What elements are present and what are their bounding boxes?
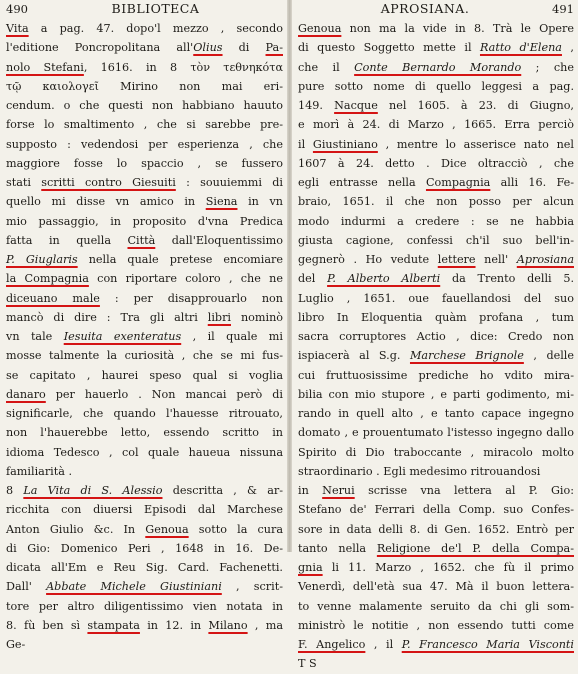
text-segment: alli 16. Fe- [490, 176, 575, 189]
text-segment: straordinario . Egli medesimo ritrouandosi [298, 464, 541, 478]
text-segment: con riportare coloro , che ne [88, 272, 283, 286]
text-segment: dicata all'Em e Reu Sig. Card. Fachenetti. [6, 561, 283, 574]
highlighted-text: Religione de'l P. della Compa- [376, 541, 574, 555]
text-segment: , ma [247, 618, 284, 632]
text-segment: di questo Soggetto mette il [298, 41, 480, 55]
text-segment: libro In Eloquentia quàm profana , tum [298, 310, 574, 324]
highlighted-text: Città [127, 233, 156, 247]
text-line [6, 212, 283, 231]
text-segment: Mirino non mai eri- [98, 79, 283, 93]
text-segment: Venerdì, dell'età sua 47. Mà il buon lettera- [298, 580, 574, 594]
left-page-header [6, 1, 283, 15]
text-segment: non ma la vide in 8. Trà le Opere [341, 22, 574, 35]
highlighted-text: diceuano male [6, 291, 100, 305]
highlighted-text: stampata [87, 618, 140, 632]
text-segment: di [222, 41, 266, 55]
text-segment: ricchita con diuersi Episodi dal Marchese [6, 503, 283, 517]
text-line [6, 135, 283, 154]
text-line [298, 289, 574, 308]
text-line [6, 366, 283, 385]
text-segment: per hauerlo . Non mancai però di [45, 387, 283, 401]
text-segment: ispiacerà al S.g. [298, 349, 410, 363]
text-line [298, 539, 574, 558]
left-page [0, 0, 287, 651]
text-segment: sacra corruptores Actio , dice: Credo non [298, 330, 574, 343]
highlighted-text: scritti contro Giesuiti [41, 176, 176, 189]
text-segment: giusta cagione, confessi ch'il suo bell'in- [298, 233, 574, 247]
text-line [298, 520, 574, 539]
highlighted-text: F. Angelico [298, 638, 366, 651]
text-segment: T S [298, 657, 317, 671]
highlighted-text: Milano [208, 618, 248, 632]
text-segment: in [298, 484, 323, 497]
text-segment: , mentre lo asserisce nato nel [377, 137, 574, 151]
text-segment: nel 1605. à 23. di Giugno, [377, 99, 574, 112]
text-line [6, 616, 283, 635]
text-line [298, 58, 574, 77]
highlighted-text: Pa- [265, 41, 283, 55]
text-line [6, 597, 283, 616]
right-page-text [298, 19, 574, 674]
text-line [298, 385, 574, 404]
text-segment: 149. [298, 99, 335, 112]
right-page [292, 0, 578, 671]
text-segment: τῷ καιολογεῖ [6, 79, 99, 93]
highlighted-text: Conte Bernardo Morando [354, 60, 522, 74]
text-line [6, 269, 283, 288]
text-segment: e morì à 24. di Marzo , 1665. Erra perciò [298, 118, 574, 132]
text-line [6, 115, 283, 134]
text-segment: che il [298, 60, 355, 74]
text-line [298, 558, 574, 577]
text-segment: tore per altro diligentissimo vien notata in [6, 599, 283, 613]
highlighted-text: nolo Stefani [6, 60, 84, 74]
text-segment: Luglio , 1651. oue fauellandosi del suo [298, 291, 574, 305]
text-segment: Ge- [6, 638, 26, 651]
text-line [6, 462, 283, 481]
highlighted-text: Marchese Brignole [409, 349, 524, 363]
text-line [298, 481, 574, 500]
text-segment: mio passaggio, in proposito d'vna Predica [6, 214, 283, 228]
text-line [298, 577, 574, 596]
text-segment: in vn [237, 195, 283, 209]
highlighted-text: Abbate Michele Giustiniani [46, 580, 222, 594]
text-segment: scrisse vna lettera al P. Gio: [354, 484, 575, 497]
text-segment: nell' [475, 253, 517, 266]
text-segment: forse lo smaltimento , che si sarebbe pre- [6, 118, 283, 132]
text-line [6, 327, 283, 346]
text-line [298, 308, 574, 327]
text-line [6, 404, 283, 423]
text-segment: nella quale pretese encomiare [77, 253, 284, 266]
text-line [6, 96, 283, 115]
text-line [298, 366, 574, 385]
text-segment: supposto : vedendosi per esperienza , che [6, 137, 283, 151]
page-number: 490 [6, 2, 28, 16]
text-segment: braio, 1651. il che non posso per alcun [298, 195, 574, 209]
text-line [298, 19, 574, 38]
text-segment: 8 [6, 484, 24, 497]
text-line [6, 481, 283, 500]
running-head: BIBLIOTECA [111, 1, 200, 16]
text-line [6, 346, 283, 365]
text-segment: 8. fù ben sì [6, 618, 88, 632]
text-segment: bilia con mio stupore , e parti godimento, mi- [298, 387, 574, 401]
highlighted-text: Giustiniano [312, 137, 378, 151]
text-line [298, 269, 574, 288]
text-segment: in 12. in [139, 618, 209, 632]
text-segment: sotto la cura [188, 522, 283, 536]
text-segment: vn tale [6, 330, 64, 343]
text-segment: Anton Giulio &c. In [6, 522, 146, 536]
text-segment: , delle [523, 349, 574, 363]
text-segment: fatta in quella [6, 233, 128, 247]
text-segment: maggiore fosse lo spaccio , se fussero [6, 156, 283, 170]
text-line [6, 443, 283, 462]
text-line [298, 212, 574, 231]
highlighted-text: danaro [6, 387, 46, 401]
text-segment: , [561, 41, 574, 55]
highlighted-text: Siena [205, 195, 238, 209]
text-line [6, 38, 283, 57]
text-line [6, 19, 283, 38]
highlighted-text: Nerui [322, 484, 355, 497]
text-segment: li 11. Marzo , 1652. che fù il primo [322, 561, 574, 574]
text-segment: nominò [231, 310, 284, 324]
text-line [6, 58, 283, 77]
text-segment: significarle, che quando l'hauesse ritrouato, [6, 407, 283, 420]
text-segment: , il [365, 638, 402, 651]
text-line [298, 96, 574, 115]
highlighted-text: gnia [298, 561, 323, 574]
text-segment: se capitato , haurei speso qual si voglia [6, 368, 283, 382]
text-line [298, 250, 574, 269]
text-segment: a pag. 47. dopo'l mezzo , secondo [28, 22, 283, 35]
text-line [6, 520, 283, 539]
text-segment: pure sotto nome di quello leggesi a pag. [298, 79, 574, 93]
highlighted-text: Genoua [145, 522, 189, 536]
text-line [298, 154, 574, 173]
text-segment: del [298, 272, 328, 286]
text-segment: modo indurmi a credere : se ne habbia [298, 214, 574, 228]
text-segment: Dall' [6, 580, 47, 594]
text-line [298, 635, 574, 654]
text-segment: non l'hauerebbe letto, essendo scritto in [6, 426, 283, 440]
text-line [6, 423, 283, 442]
left-page-text [6, 19, 283, 654]
page-number: 491 [552, 2, 574, 16]
text-line [298, 327, 574, 346]
text-segment: 1607 à 24. detto . Dice oltracciò , che [298, 156, 574, 170]
text-segment: τὸν τεθνηκότα [177, 60, 283, 74]
text-line [6, 385, 283, 404]
text-line [6, 154, 283, 173]
text-segment: rando in quell alto , e tanto capace ingegno [298, 407, 574, 420]
text-line [298, 597, 574, 616]
text-line [298, 654, 574, 673]
text-line [298, 616, 574, 635]
text-line [298, 423, 574, 442]
text-line [298, 346, 574, 365]
text-segment: quello mi disse vn amico in [6, 195, 206, 209]
text-segment: cendum. o che questi non habbiano hauuto [6, 99, 283, 112]
text-line [6, 500, 283, 519]
text-segment: , il quale mi [181, 330, 283, 343]
highlighted-text: libri [207, 310, 231, 324]
running-head: APROSIANA. [380, 1, 470, 16]
text-line [298, 135, 574, 154]
text-segment: : souuiemmi di [175, 176, 283, 189]
text-segment: : per disapprouarlo non [99, 291, 283, 305]
text-segment: Stefano de' Ferrari della Comp. suo Confes- [298, 503, 574, 517]
text-segment: cui fruttuosissime prediche ho vdito mira- [298, 368, 574, 382]
text-line [298, 77, 574, 96]
highlighted-text: Aprosiana [516, 253, 574, 266]
highlighted-text: Compagnia [425, 176, 491, 189]
text-line [298, 173, 574, 192]
text-line [6, 250, 283, 269]
text-line [6, 77, 283, 96]
text-segment: l'editione Poncropolitana all' [6, 41, 194, 55]
text-line [298, 38, 574, 57]
text-line [6, 192, 283, 211]
text-segment: tanto nella [298, 541, 377, 555]
highlighted-text: Olius [193, 41, 223, 55]
text-segment: gegnerò . Ho vedute [298, 253, 438, 266]
text-segment: descritta , & ar- [162, 484, 283, 497]
text-segment: mancò di dire : Tra gli altri [6, 310, 208, 324]
text-segment: egli entrasse nella [298, 176, 426, 189]
text-line [6, 635, 283, 654]
text-segment: domato , e prouentumato l'istesso ingegno dallo [298, 426, 574, 440]
highlighted-text: Nacque [334, 99, 378, 112]
highlighted-text: Genoua [298, 22, 342, 35]
text-line [298, 500, 574, 519]
text-segment: il [298, 137, 313, 151]
text-segment: sore in data delli 8. di Gen. 1652. Entrò per [298, 522, 574, 536]
text-segment: dall'Eloquentissimo [155, 233, 283, 247]
text-segment: ministrò le notitie , non essendo tutti come [298, 618, 574, 632]
highlighted-text: P. Giuglaris [6, 253, 78, 266]
highlighted-text: la Compagnia [6, 272, 89, 286]
text-line [6, 558, 283, 577]
text-line [298, 115, 574, 134]
text-segment: mosse talmente la curiosità , che se mi fus- [6, 349, 283, 363]
text-segment: , scrit- [221, 580, 283, 594]
text-line [298, 404, 574, 423]
text-segment: da Trento delli 5. [440, 272, 574, 286]
highlighted-text: Iesuita exenteratus [63, 330, 182, 343]
highlighted-text: lettere [437, 253, 476, 266]
text-segment: to venne malamente seruito da chi gli som- [298, 599, 574, 613]
text-line [6, 308, 283, 327]
text-line [298, 231, 574, 250]
text-segment: idioma Tedesco , col quale haueua nissuna [6, 445, 283, 459]
text-segment: , 1616. in 8 [83, 60, 178, 74]
highlighted-text: Vita [6, 22, 29, 35]
text-segment: familiarità . [6, 464, 73, 478]
text-line [6, 539, 283, 558]
text-line [6, 173, 283, 192]
text-segment: ; che [521, 60, 574, 74]
text-line [6, 289, 283, 308]
highlighted-text: La Vita di S. Alessio [23, 484, 163, 497]
text-segment: stati [6, 176, 42, 189]
text-line [298, 443, 574, 462]
highlighted-text: Ratto d'Elena [479, 41, 562, 55]
text-line [6, 577, 283, 596]
text-line [298, 192, 574, 211]
text-line [298, 462, 574, 481]
text-segment: Spirito di Dio traboccante , miracolo molto [298, 445, 574, 459]
highlighted-text: P. Francesco Maria Visconti [401, 638, 574, 651]
text-segment: di Gio: Domenico Peri , 1648 in 16. De- [6, 541, 283, 555]
right-page-header [298, 1, 574, 15]
text-line [6, 231, 283, 250]
highlighted-text: P. Alberto Alberti [327, 272, 441, 286]
